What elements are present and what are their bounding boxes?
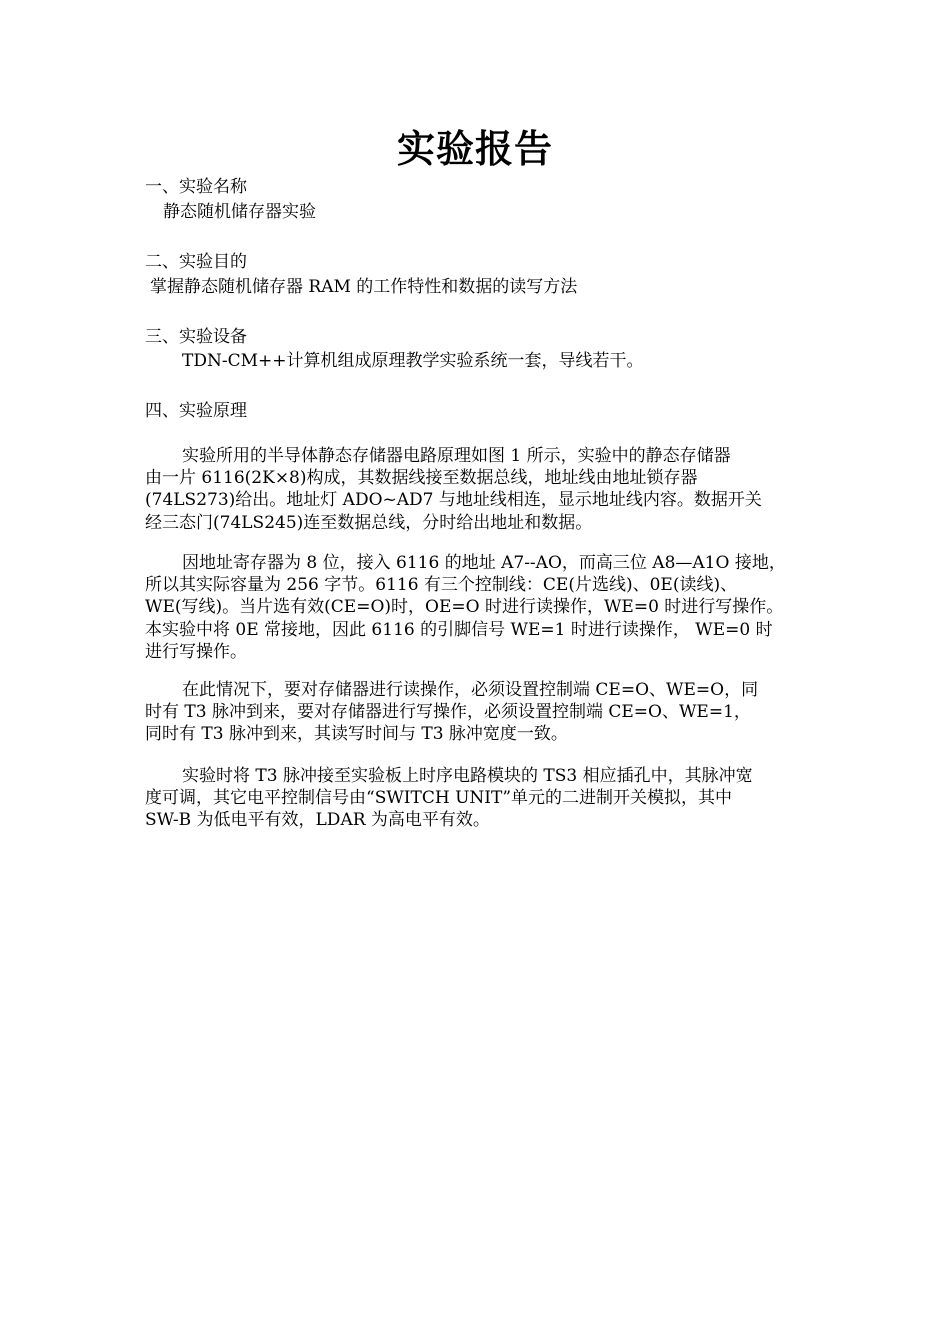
section-content-purpose: 掌握静态随机储存器 RAM 的工作特性和数据的读写方法 bbox=[150, 277, 578, 297]
paragraph-line: WE(写线)。当片选有效(CE=O)时，OE=O 时进行读操作，WE=0 时进行写操作。 bbox=[145, 597, 784, 618]
principle-paragraph-4 bbox=[145, 765, 810, 832]
section-content-name: 静态随机储存器实验 bbox=[163, 202, 316, 222]
section-heading-equipment: 三、实验设备 bbox=[145, 327, 247, 347]
section-heading-principle: 四、实验原理 bbox=[145, 401, 247, 421]
paragraph-line: SW-B 为低电平有效，LDAR 为高电平有效。 bbox=[145, 810, 490, 831]
paragraph-line: 同时有 T3 脉冲到来，其读写时间与 T3 脉冲宽度一致。 bbox=[145, 724, 568, 745]
principle-paragraph-3 bbox=[145, 679, 810, 746]
paragraph-line: 因地址寄存器为 8 位，接入 6116 的地址 A7--AO，而高三位 A8—A1O 接地， bbox=[182, 553, 786, 573]
principle-paragraph-1 bbox=[145, 445, 810, 534]
paragraph-line: 由一片 6116(2K×8)构成，其数据线接至数据总线，地址线由地址锁存器 bbox=[145, 468, 698, 489]
paragraph-line: 本实验中将 0E 常接地，因此 6116 的引脚信号 WE=1 时进行读操作， WE=0 时 bbox=[145, 619, 773, 640]
document-title: 实验报告 bbox=[396, 126, 553, 171]
section-heading-name: 一、实验名称 bbox=[145, 177, 247, 197]
paragraph-line: 在此情况下，要对存储器进行读操作，必须设置控制端 CE=O、WE=O，同 bbox=[182, 680, 759, 700]
paragraph-line: 经三态门(74LS245)连至数据总线，分时给出地址和数据。 bbox=[145, 512, 593, 533]
paragraph-line: 时有 T3 脉冲到来，要对存储器进行写操作，必须设置控制端 CE=O、WE=1， bbox=[145, 702, 751, 723]
paragraph-line: (74LS273)给出。地址灯 ADO~AD7 与地址线相连，显示地址线内容。数据开关 bbox=[145, 490, 762, 511]
paragraph-line: 进行写操作。 bbox=[145, 641, 247, 662]
paragraph-line: 度可调，其它电平控制信号由“SWITCH UNIT”单元的二进制开关模拟，其中 bbox=[145, 788, 733, 809]
principle-paragraph-2 bbox=[145, 552, 810, 663]
paragraph-line: 所以其实际容量为 256 字节。6116 有三个控制线：CE(片选线)、0E(读线)、 bbox=[145, 575, 738, 596]
paragraph-line: 实验所用的半导体静态存储器电路原理如图 1 所示，实验中的静态存储器 bbox=[182, 446, 731, 466]
section-content-equipment: TDN-CM++计算机组成原理教学实验系统一套，导线若干。 bbox=[182, 351, 644, 371]
section-heading-purpose: 二、实验目的 bbox=[145, 252, 247, 272]
paragraph-line: 实验时将 T3 脉冲接至实验板上时序电路模块的 TS3 相应插孔中，其脉冲宽 bbox=[182, 766, 753, 786]
